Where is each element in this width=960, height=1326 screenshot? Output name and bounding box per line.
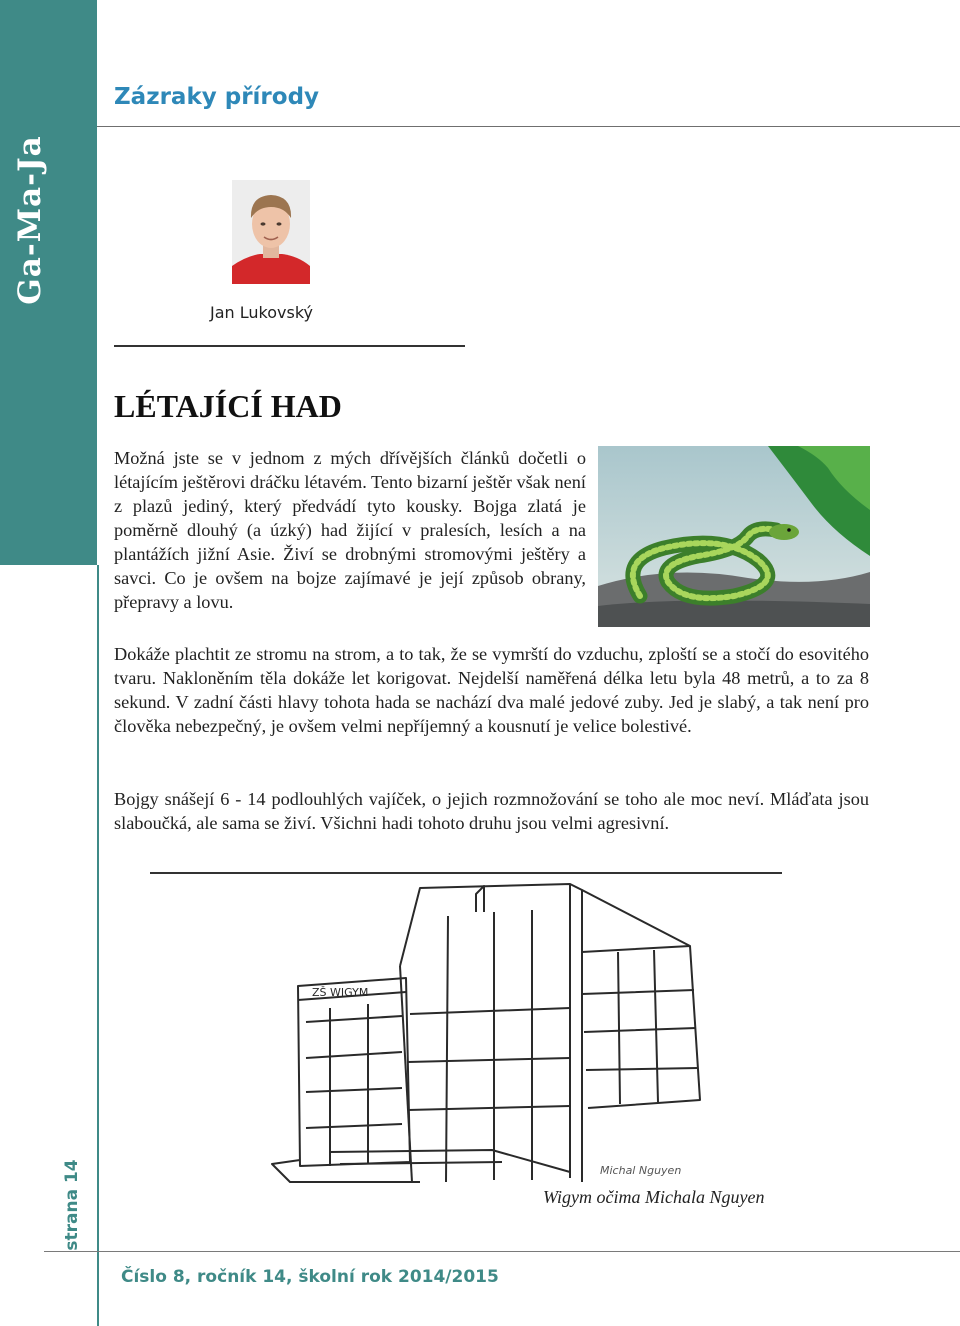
article-title: LÉTAJÍCÍ HAD <box>114 388 342 424</box>
drawing-caption: Wigym očima Michala Nguyen <box>543 1187 765 1207</box>
header-rule <box>97 126 960 127</box>
author-divider <box>114 345 465 347</box>
article-paragraph: Možná jste se v jednom z mých dřívějších článků dočetli o létajícím ještěrovi dráčku létavém. Tento bizarní ještěr však není z plazů jediný, který předvádí tyto kousky. Bojga zlatá je poměrně dlouhý (a úzký) had žijící v pralesích, lesích a na plantážích jižní Asie. Živí se drobnými stromovými ještěry a savci. Co je ovšem na bojze zajímavé je její způsob obrany, přepravy a lovu. <box>114 448 587 612</box>
drawing-signature: Michal Nguyen <box>600 1164 682 1177</box>
article-paragraph: Dokáže plachtit ze stromu na strom, a to tak, že se vymrští do vzduchu, zploští se a stočí do esovitého tvaru. Nakloněním těla dokáže let korigovat. Nejdelší naměřená délka letu byla 48 metrů, a to za 8 sekund. V zadní části hlavy tohota hada se nachází dva malé jedové zuby. Jed je slabý, a tak není pro člověka nebezpečný, je ovšem velmi nepříjemný a kousnutí je velice bolestivé. <box>114 644 869 736</box>
issue-info: Číslo 8, ročník 14, školní rok 2014/2015 <box>121 1267 499 1287</box>
author-photo <box>232 180 310 284</box>
author-name: Jan Lukovský <box>210 303 313 322</box>
section-title: Zázraky přírody <box>114 84 320 110</box>
sidebar-rule <box>97 565 99 1326</box>
article-divider <box>150 872 782 874</box>
school-sign: ZŠ WIGYM <box>312 986 369 999</box>
article-paragraph: Bojgy snášejí 6 - 14 podlouhlých vajíček, o jejich rozmnožování se toho ale moc neví. Mláďata jsou slaboučká, ale sama se živí. Všichni hadi tohoto druhu jsou velmi agresivní. <box>114 789 869 833</box>
snake-photo <box>598 446 870 627</box>
school-drawing <box>270 882 730 1184</box>
footer-rule <box>44 1251 960 1252</box>
magazine-title: Ga-Ma-Ja <box>12 135 48 305</box>
